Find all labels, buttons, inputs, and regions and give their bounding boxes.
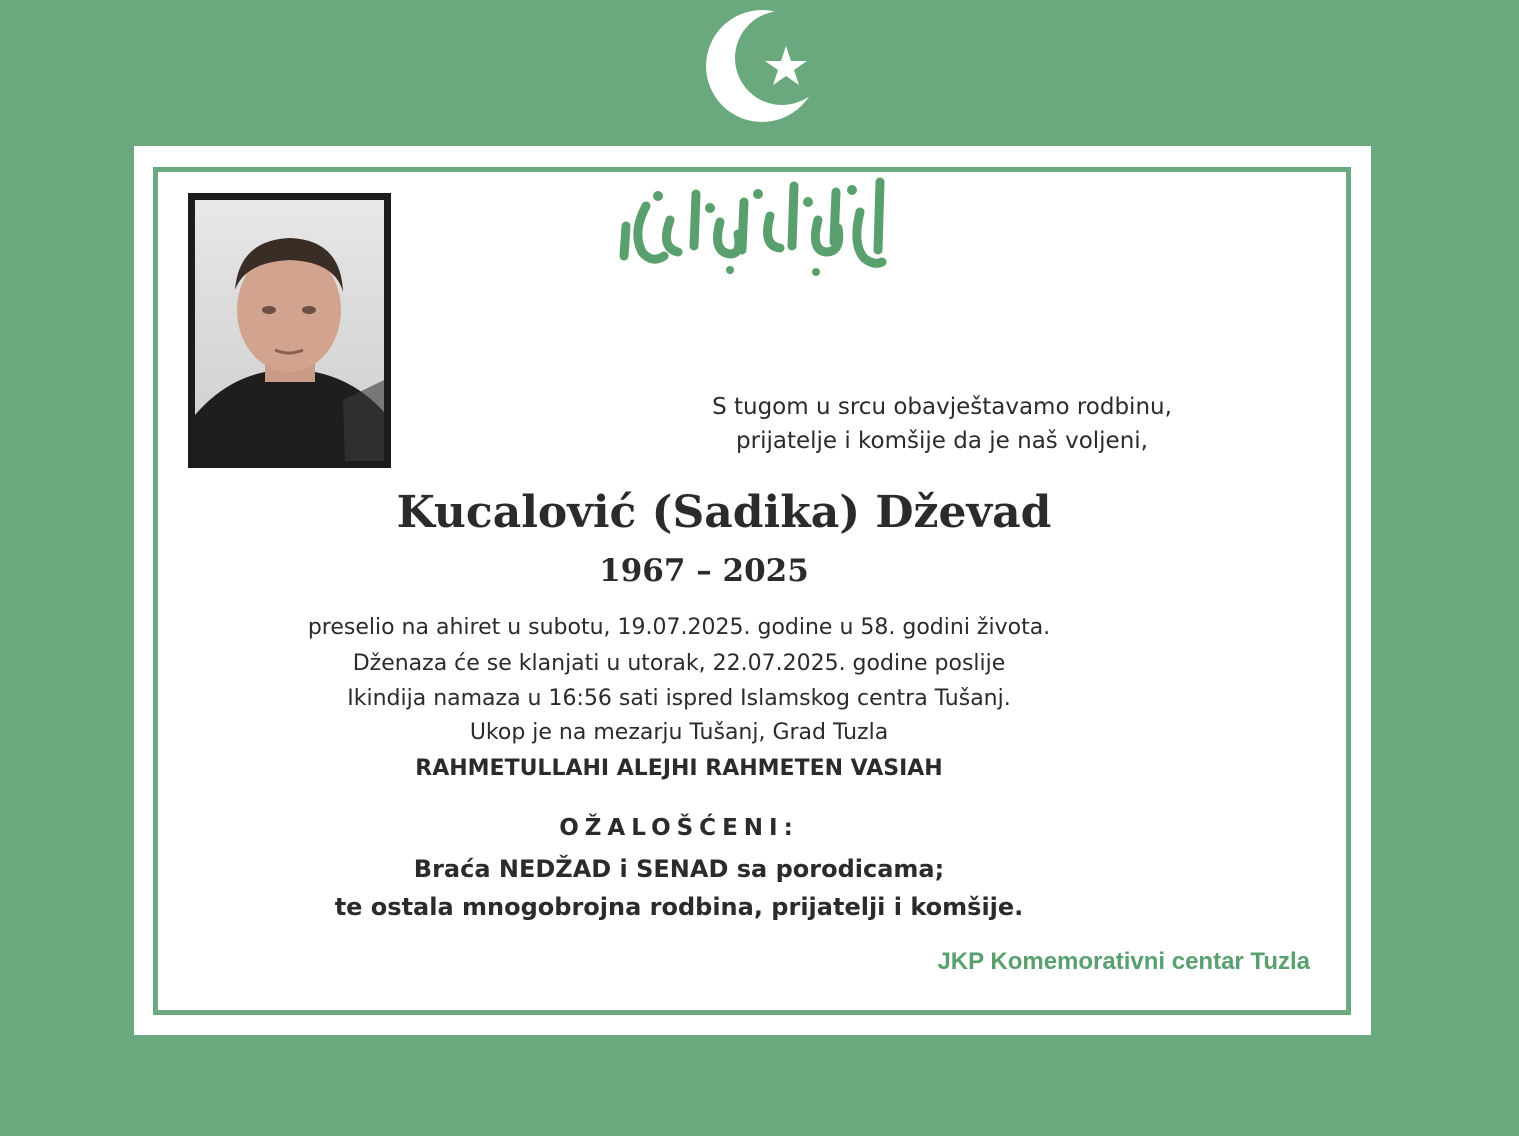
intro-line-2: prijatelje i komšije da je naš voljeni, xyxy=(736,428,1148,454)
details-line-1: preselio na ahiret u subotu, 19.07.2025. godine u 58. godini života. xyxy=(307,615,1051,640)
mourners-title: OŽALOŠĆENI: xyxy=(559,815,799,841)
arabic-calligraphy-icon xyxy=(612,172,898,280)
crescent-star-icon xyxy=(700,8,824,124)
prayer-line: RAHMETULLAHI ALEJHI RAHMETEN VASIAH xyxy=(415,756,943,781)
details-line-4: Ukop je na mezarju Tušanj, Grad Tuzla xyxy=(469,720,889,745)
deceased-years: 1967 – 2025 xyxy=(599,553,809,589)
deceased-name: Kucalović (Sadika) Dževad xyxy=(396,487,1052,538)
details-line-3: Ikindija namaza u 16:56 sati ispred Islamskog centra Tušanj. xyxy=(347,686,1011,711)
portrait-figure xyxy=(195,200,384,461)
details-line-2: Dženaza će se klanjati u utorak, 22.07.2025. godine poslije xyxy=(352,651,1006,676)
portrait-photo xyxy=(188,193,391,468)
mourners-line-2: te ostala mnogobrojna rodbina, prijatelji i komšije. xyxy=(334,893,1024,921)
mourners-line-1: Braća NEDŽAD i SENAD sa porodicama; xyxy=(413,855,945,883)
organization-footer: JKP Komemorativni centar Tuzla xyxy=(937,948,1310,975)
intro-line-1: S tugom u srcu obavještavamo rodbinu, xyxy=(712,394,1172,420)
